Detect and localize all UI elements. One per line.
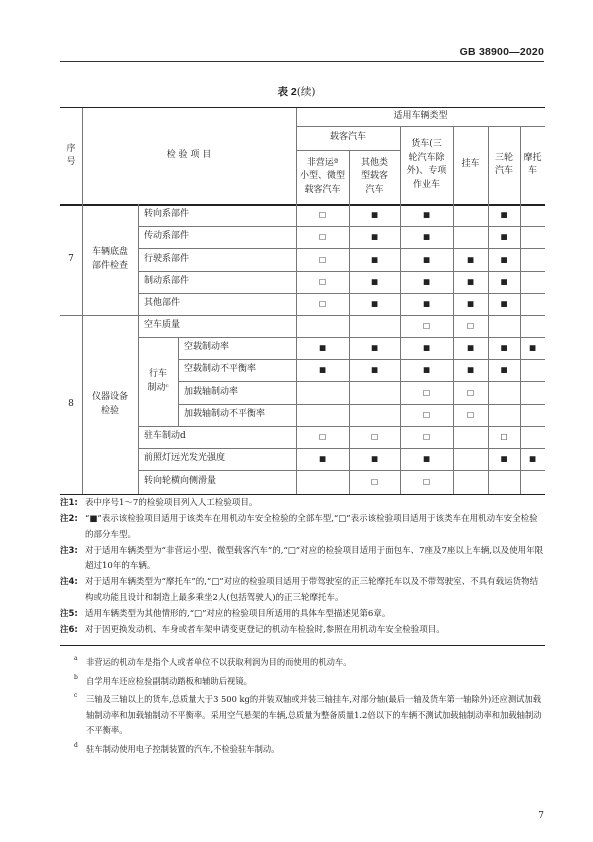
note-label: 注5: [60, 608, 78, 619]
grid-line [138, 271, 545, 272]
row-mark: □ [466, 410, 475, 420]
row-mark: ■ [500, 343, 508, 353]
row-mark: ■ [318, 365, 327, 375]
note-label: 注1: [60, 498, 78, 508]
note-text: 对于适用车辆类型为“非营运小型、微型载客汽车”的,“□”对应的检验项目适用于面包车、7座及7座以上车辆,以及使用年限超过10年的车辆。 [85, 545, 544, 571]
row-mark: ■ [422, 232, 431, 242]
row-item: 空载制动不平衡率 [184, 364, 257, 375]
grid-line [138, 226, 545, 227]
notes-rule [60, 645, 545, 646]
cell-text-line: 货车(三 [411, 139, 442, 149]
note-label: 注4: [60, 577, 78, 587]
grid-line [178, 337, 179, 426]
note-label: 注2: [60, 514, 78, 524]
row-item: 传动系部件 [144, 231, 190, 242]
cell-text-line: 汽车 [494, 166, 513, 176]
grid-line [138, 293, 545, 294]
row-mark: ■ [466, 343, 475, 353]
row-mark [453, 448, 488, 470]
row-mark: ■ [466, 299, 475, 309]
grid-line [400, 126, 401, 494]
row-mark: ■ [370, 365, 379, 375]
note-item [60, 544, 545, 575]
note-item [60, 623, 545, 639]
grid-line [138, 448, 545, 449]
note-text: 表中序号1～7的检验项目列入人工检验项目。 [85, 498, 258, 508]
row-item: 转向轮横向侧滑量 [144, 476, 217, 487]
row-mark [520, 248, 545, 271]
row-mark [488, 404, 520, 426]
grid-line [178, 359, 545, 360]
row-mark [296, 381, 349, 404]
row-mark [488, 315, 520, 337]
row-mark [520, 426, 545, 448]
row-mark [520, 381, 545, 404]
row-item: 空载制动率 [184, 342, 230, 353]
row-mark: ■ [370, 299, 379, 309]
section-group [82, 204, 138, 315]
row-item: 转向系部件 [144, 209, 190, 220]
grid-line [488, 126, 489, 494]
row-mark: □ [466, 321, 475, 331]
row-mark: ■ [422, 210, 431, 220]
row-mark: ■ [528, 343, 537, 353]
row-mark: □ [318, 232, 327, 242]
note-label: 注3: [60, 545, 78, 556]
row-mark: ■ [370, 254, 379, 264]
row-mark [488, 381, 520, 404]
footnote-text: 自学用车还应检验副制动踏板和辅助后视镜。 [86, 675, 252, 686]
row-item: 前照灯远光发光强度 [144, 453, 226, 464]
grid-line [178, 381, 545, 382]
row-mark [520, 293, 545, 315]
row-mark: ■ [422, 299, 431, 309]
row-mark: □ [318, 432, 327, 442]
footnote-text: 非营运的机动车是指个人或者单位不以获取利润为目的而使用的机动车。 [86, 657, 352, 667]
section-group [82, 315, 138, 494]
row-mark [349, 404, 400, 426]
inspection-table [60, 107, 545, 495]
row-mark: □ [466, 387, 475, 397]
row-mark: ■ [500, 210, 508, 220]
row-mark: □ [500, 432, 508, 442]
row-item: 制动系部件 [144, 276, 190, 287]
footnote-text: 三轴及三轴以上的货车,总质量大于3 500 kg的并装双轴或并装三轴挂车,对部分轴(最后一轴及货车第一轴除外)还应测试加载轴制动率和加载轴制动不平衡率。采用空气悬架的车辆,总质量为整备质量1.2倍以下的车辆不测试加载轴制动率和加载轴制动不平衡率。 [86, 694, 542, 735]
row-item: 行驶系部件 [144, 253, 190, 264]
grid-line [296, 108, 297, 494]
cell-text-line: 部件检查 [91, 260, 128, 271]
footnote-mark: b [74, 673, 78, 681]
note-item [60, 512, 545, 543]
note-item [60, 496, 545, 512]
footnotes-section [74, 655, 545, 760]
row-mark: □ [422, 432, 431, 442]
header-passenger-group: 载客汽车 [329, 132, 366, 143]
row-mark: ■ [422, 254, 431, 264]
grid-line [138, 204, 139, 494]
row-mark: ■ [500, 277, 508, 287]
row-mark [520, 226, 545, 248]
footnote-item [74, 692, 545, 739]
footnote-mark: d [74, 741, 78, 749]
row-mark [520, 204, 545, 226]
table-caption [0, 84, 593, 99]
cell-text-line: 制动ᶜ [147, 382, 169, 393]
table-caption-number: 表 2 [277, 86, 297, 98]
row-item: 空车质量 [144, 320, 181, 331]
row-item: 其他部件 [144, 298, 181, 309]
row-mark [453, 226, 488, 248]
grid-line [296, 150, 400, 151]
cell-text-line: 作业车 [412, 179, 440, 190]
row-mark: ■ [500, 232, 508, 242]
row-mark [349, 315, 400, 337]
header-rule [60, 61, 544, 62]
row-mark: ■ [318, 454, 327, 464]
row-mark: □ [318, 210, 327, 220]
row-mark: ■ [422, 277, 431, 287]
footnote-item [74, 742, 545, 758]
note-text: 对于适用车辆类型为“摩托车”的,“□”对应的检验项目适用于带驾驶室的正三轮摩托车以及不带驾驶室、不具有载运货物结构或功能且设计和制造上最多乘坐2人(包括驾驶人)的正三轮摩托车。 [85, 577, 539, 603]
row-mark [349, 381, 400, 404]
section-seq: 8 [68, 398, 74, 409]
row-mark: □ [318, 299, 327, 309]
cell-text-line: 轮汽车除 [408, 152, 445, 163]
grid-line [138, 337, 545, 338]
row-mark: ■ [370, 454, 379, 464]
grid-line [349, 150, 350, 494]
header-truck [400, 126, 453, 204]
note-label: 注6: [60, 624, 78, 635]
row-item: 驻车制动d [144, 431, 186, 442]
row-mark: □ [422, 477, 431, 487]
cell-text-line: 汽车 [365, 184, 384, 195]
header-motorcycle: 摩托车 [523, 152, 542, 176]
row-mark [520, 404, 545, 426]
row-mark: □ [318, 277, 327, 287]
row-mark: □ [422, 387, 431, 397]
cell-text-line: 三轮 [494, 152, 513, 163]
note-text: “■”表示该检验项目适用于该类车在用机动车安全检验的全部车型,“□”表示该检验项目适用于该类车在用机动车安全检验的部分车型。 [85, 514, 538, 540]
row-mark [520, 359, 545, 381]
grid-line [138, 426, 545, 427]
header-item: 检 验 项 目 [166, 150, 212, 161]
row-mark: □ [370, 432, 379, 442]
row-mark [296, 315, 349, 337]
row-mark: ■ [466, 365, 475, 375]
row-mark: □ [318, 254, 327, 264]
cell-text-line: 仪器设备 [91, 392, 128, 402]
grid-line [178, 404, 545, 405]
grid-line [138, 470, 545, 471]
row-mark: ■ [318, 343, 327, 353]
row-mark [453, 426, 488, 448]
cell-text-line: 号 [66, 157, 76, 167]
row-item: 加载轴制动率 [184, 386, 239, 397]
row-mark [453, 470, 488, 494]
grid-line [520, 126, 521, 494]
grid-line [60, 204, 545, 206]
header-passenger-small [296, 150, 349, 204]
page-number: 7 [538, 811, 544, 821]
sub-group [138, 337, 178, 426]
grid-line [82, 108, 83, 494]
row-mark: ■ [528, 454, 537, 464]
note-item [60, 575, 545, 606]
header-trailer: 挂车 [461, 159, 480, 170]
grid-line [138, 248, 545, 249]
row-mark: ■ [500, 454, 508, 464]
row-mark: □ [422, 410, 431, 420]
cell-text-line: 非营运ª [306, 157, 339, 168]
row-mark: ■ [500, 254, 508, 264]
header-tricycle [488, 126, 520, 204]
cell-text-line: 小型、微型 [299, 171, 345, 182]
row-mark: ■ [370, 343, 379, 353]
row-mark: ■ [370, 232, 379, 242]
section-seq: 7 [68, 253, 74, 264]
cell-text-line: 外)、专项 [406, 166, 447, 176]
header-passenger-other [349, 150, 400, 204]
row-mark [520, 470, 545, 494]
grid-line [60, 315, 545, 316]
cell-text-line: 检验 [100, 405, 119, 416]
grid-line [296, 126, 545, 127]
row-mark: ■ [466, 254, 475, 264]
table-caption-continued: (续) [296, 86, 316, 98]
header-seq [60, 108, 82, 204]
row-mark [520, 271, 545, 293]
row-mark: ■ [370, 210, 379, 220]
footnote-item [74, 655, 545, 671]
row-mark: ■ [500, 299, 508, 309]
row-mark [520, 315, 545, 337]
cell-text-line: 型载客 [360, 171, 388, 182]
cell-text-line: 其他类 [360, 157, 388, 168]
footnote-mark: a [74, 655, 78, 662]
footnote-text: 驻车制动使用电子控制装置的汽车,不检验驻车制动。 [86, 743, 280, 754]
grid-line [453, 126, 454, 494]
notes-section [60, 496, 545, 639]
row-mark [296, 470, 349, 494]
row-mark: ■ [370, 277, 379, 287]
footnote-mark: c [74, 692, 78, 699]
row-mark: ■ [422, 343, 431, 353]
row-mark: ■ [466, 277, 475, 287]
row-mark [296, 404, 349, 426]
note-item [60, 607, 545, 623]
row-mark [488, 470, 520, 494]
row-mark [453, 204, 488, 226]
cell-text-line: 序 [66, 143, 76, 154]
header-applicable: 适用车辆类型 [393, 111, 448, 122]
row-mark: ■ [422, 454, 431, 464]
row-mark: ■ [422, 365, 431, 375]
note-text: 对于因更换发动机、车身或者车架申请变更登记的机动车检验时,参照在用机动车安全检验项目。 [85, 624, 445, 635]
note-text: 适用车辆类型为其他情形的,“□”对应的检验项目所适用的具体车型描述见第6章。 [85, 608, 391, 619]
row-mark: □ [422, 321, 431, 331]
row-mark: □ [370, 477, 379, 487]
cell-text-line: 车辆底盘 [91, 247, 128, 257]
row-mark: ■ [500, 365, 508, 375]
footnote-item [74, 674, 545, 690]
cell-text-line: 载客汽车 [304, 184, 341, 195]
row-item: 加载轴制动不平衡率 [184, 409, 266, 420]
cell-text-line: 行车 [148, 369, 167, 379]
standard-number: GB 38900—2020 [459, 46, 544, 58]
